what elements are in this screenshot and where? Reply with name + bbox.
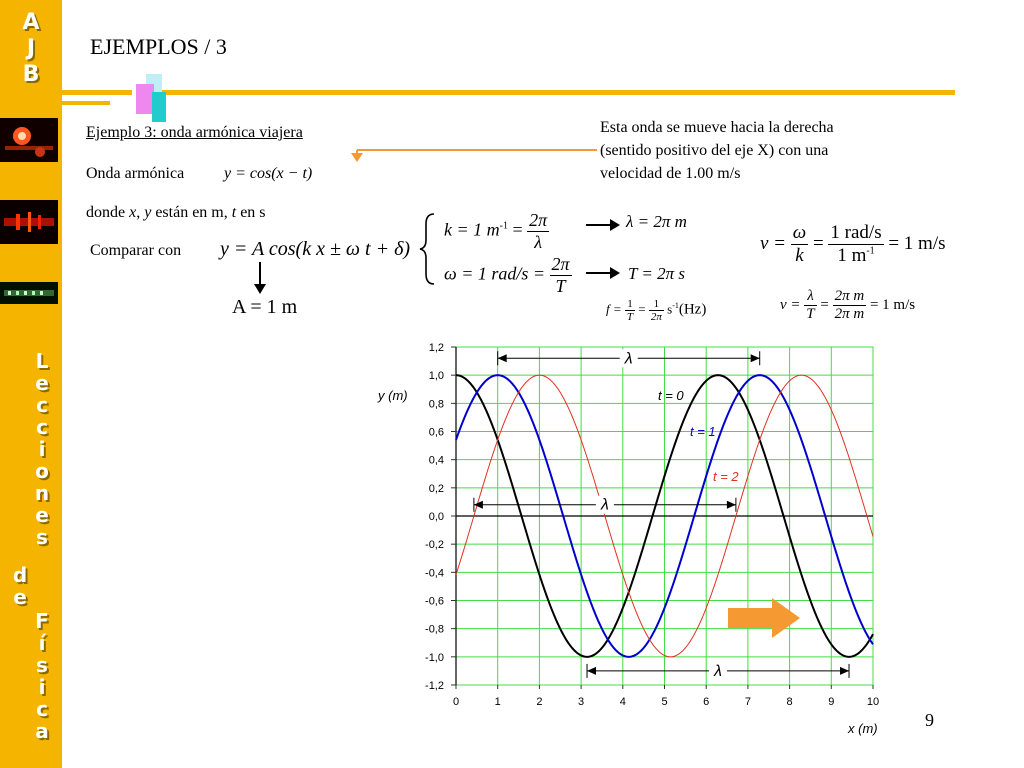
y-tick-label: 0,6 bbox=[428, 426, 444, 439]
series-label-t2: t = 2 bbox=[713, 469, 739, 484]
series-label-t1: t = 1 bbox=[690, 424, 716, 439]
amplitude-eq: A = 1 m bbox=[232, 296, 298, 318]
x-tick-label: 9 bbox=[828, 696, 835, 708]
thumbnail-image-1 bbox=[0, 118, 58, 162]
series-label-t0: t = 0 bbox=[658, 388, 684, 403]
units-note: donde x, y están en m, t en s bbox=[86, 204, 266, 221]
arrow-omega-icon bbox=[586, 266, 622, 280]
note-pointer-arrow-icon bbox=[345, 140, 601, 164]
brace-icon bbox=[418, 212, 438, 286]
thumbnail-image-3 bbox=[0, 282, 58, 304]
y-tick-label: 0,2 bbox=[428, 482, 444, 495]
x-tick-label: 8 bbox=[786, 696, 793, 708]
x-tick-label: 5 bbox=[661, 696, 668, 708]
x-tick-label: 2 bbox=[536, 696, 543, 708]
lambda-label: λ bbox=[600, 496, 609, 514]
direction-arrow-icon bbox=[728, 598, 802, 638]
page-title: EJEMPLOS / 3 bbox=[90, 34, 227, 59]
y-tick-label: 0,4 bbox=[428, 454, 444, 467]
y-tick-label: -0,8 bbox=[425, 623, 444, 636]
lambda-result: λ = 2π m bbox=[626, 212, 687, 231]
velocity-equation-2: v = $\frac{\lambda}{T}$ = $\frac{\text{2π m}}{\text{2π m}}$ = 1 m/s bbox=[780, 288, 916, 322]
onda-equation: y = cos(x − t) bbox=[224, 165, 313, 182]
y-tick-label: -0,2 bbox=[425, 539, 444, 552]
thumbnail-image-2 bbox=[0, 200, 58, 244]
example-title: Ejemplo 3: onda armónica viajera bbox=[86, 124, 303, 141]
x-tick-label: 3 bbox=[578, 696, 585, 708]
x-tick-label: 1 bbox=[494, 696, 501, 708]
y-tick-label: -0,6 bbox=[425, 595, 444, 608]
sidebar bbox=[0, 0, 62, 768]
y-tick-label: 1,2 bbox=[428, 342, 444, 354]
x-axis-label: x (m) bbox=[848, 721, 878, 736]
y-tick-label: 0,8 bbox=[428, 398, 444, 411]
onda-label: Onda armónica bbox=[86, 165, 185, 182]
velocity-equation-1: v = $\frac{\omega}{k}$ = $\frac{\text{1 rad/s}}{1 m^{-1}}$ = 1 m/s bbox=[760, 222, 946, 266]
x-tick-label: 6 bbox=[703, 696, 710, 708]
sidebar-word-de: d e bbox=[12, 563, 28, 609]
k-equation: k = 1 $m^{-1}$ = $\frac{2\pi}{\lambda}$ bbox=[444, 210, 548, 252]
ajb-logo: A J B bbox=[22, 10, 40, 87]
y-tick-label: -0,4 bbox=[425, 567, 444, 580]
omega-equation: ω = 1 rad/s = $\frac{2\pi}{T}$ bbox=[444, 254, 570, 296]
lambda-label: λ bbox=[714, 662, 722, 680]
sidebar-word-lecciones: L e c c i o n e s bbox=[34, 349, 50, 549]
lambda-label: λ bbox=[624, 350, 633, 368]
x-tick-label: 4 bbox=[619, 696, 626, 708]
header-bar-left bbox=[62, 90, 132, 95]
x-tick-label: 10 bbox=[866, 696, 880, 708]
page-number: 9 bbox=[925, 710, 934, 730]
sidebar-word-fisica: F í s i c a bbox=[35, 609, 49, 743]
arrow-k-icon bbox=[586, 218, 622, 232]
x-tick-label: 7 bbox=[744, 696, 751, 708]
wave-chart bbox=[370, 335, 900, 745]
x-tick-label: 0 bbox=[452, 696, 460, 708]
header-bar-right bbox=[160, 90, 955, 95]
y-tick-label: -1,2 bbox=[425, 680, 444, 692]
down-arrow-icon bbox=[250, 262, 270, 296]
y-axis-label: y (m) bbox=[378, 388, 408, 403]
y-tick-label: 0,0 bbox=[428, 511, 444, 523]
y-tick-label: 1,0 bbox=[428, 370, 444, 383]
comparar-label: Comparar con bbox=[90, 242, 182, 259]
direction-note: Esta onda se mueve hacia la derecha (sentido positivo del eje X) con una velocidad de 1.00 m/s bbox=[600, 119, 834, 182]
comparar-equation: y = A cos(k x ± ω t + δ) bbox=[220, 238, 411, 260]
deco-square-cyan bbox=[152, 92, 166, 122]
frequency-equation: f = $\frac{1}{T}$ = $\frac{1}{2\pi}$ $s^{-1}(Hz)$ bbox=[606, 298, 707, 323]
header-bar-left-2 bbox=[62, 101, 110, 105]
period-result: T = 2π s bbox=[628, 264, 686, 283]
y-tick-label: -1,0 bbox=[425, 651, 444, 664]
